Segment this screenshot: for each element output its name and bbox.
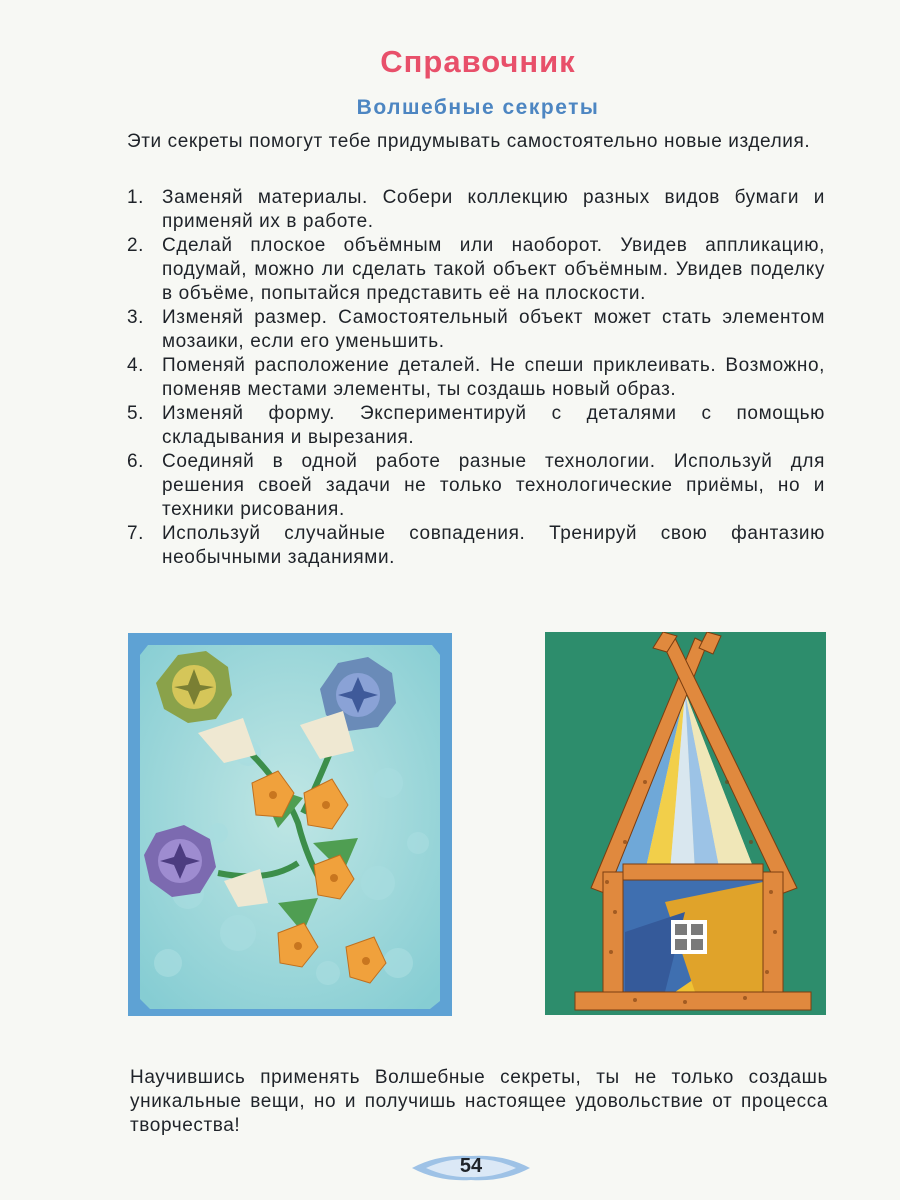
list-item-text: Используй случайные совпадения. Тренируй свою фантазию необычными заданиями. bbox=[162, 523, 825, 568]
paper-house-mosaic-image bbox=[545, 632, 826, 1015]
list-item-text: Сделай плоское объёмным или наоборот. Увидев аппликацию, подумай, можно ли сделать такой объект объёмным. Увидев поделку в объёме, попытайся представить её на плоскости. bbox=[162, 235, 825, 304]
list-item-number: 7. bbox=[127, 523, 145, 544]
list-item-number: 1. bbox=[127, 187, 145, 208]
list-item bbox=[127, 234, 825, 306]
list-item-number: 4. bbox=[127, 355, 145, 376]
origami-flowers-collage-image bbox=[128, 633, 452, 1016]
secrets-list bbox=[127, 186, 825, 570]
list-item-number: 3. bbox=[127, 307, 145, 328]
list-item-text: Соединяй в одной работе разные технологии. Используй для решения своей задачи не только технологические приёмы, но и техники рисования. bbox=[162, 451, 825, 520]
intro-paragraph: Эти секреты помогут тебе придумывать самостоятельно новые изделия. bbox=[127, 131, 811, 152]
list-item-number: 5. bbox=[127, 403, 145, 424]
list-item bbox=[127, 402, 825, 450]
list-item bbox=[127, 306, 825, 354]
list-item-number: 2. bbox=[127, 235, 145, 256]
paper-house-illustration bbox=[545, 632, 826, 1015]
section-subtitle: Волшебные секреты bbox=[356, 96, 600, 119]
page-title: Справочник bbox=[380, 44, 576, 79]
list-item bbox=[127, 450, 825, 522]
list-item bbox=[127, 186, 825, 234]
list-item-text: Заменяй материалы. Собери коллекцию разных видов бумаги и применяй их в работе. bbox=[162, 187, 825, 232]
list-item bbox=[127, 354, 825, 402]
origami-flowers-illustration bbox=[128, 633, 452, 1016]
window-icon bbox=[671, 920, 707, 954]
closing-paragraph: Научившись применять Волшебные секреты, ты не только создашь уникальные вещи, но и получишь настоящее удовольствие от процесса творчества! bbox=[130, 1067, 828, 1136]
list-item-text: Изменяй форму. Экспериментируй с деталями с помощью складывания и вырезания. bbox=[162, 403, 825, 448]
list-item-text: Поменяй расположение деталей. Не спеши приклеивать. Возможно, поменяв местами элементы, ты создашь новый образ. bbox=[162, 355, 825, 400]
page-number: 54 bbox=[459, 1155, 483, 1177]
list-item-number: 6. bbox=[127, 451, 145, 472]
list-item bbox=[127, 522, 825, 570]
list-item-text: Изменяй размер. Самостоятельный объект может стать элементом мозаики, если его уменьшить. bbox=[162, 307, 825, 352]
page-number-badge bbox=[408, 1146, 534, 1186]
